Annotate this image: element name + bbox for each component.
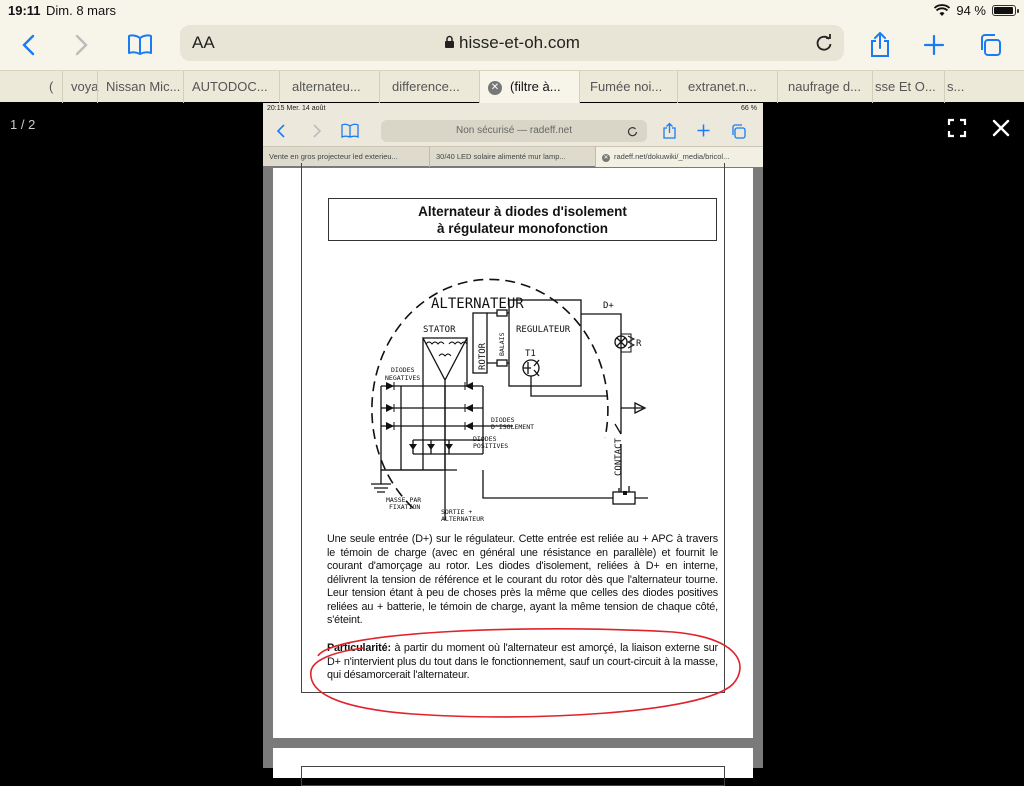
back-button[interactable] <box>10 28 46 62</box>
tab-item[interactable]: Nissan Mic... <box>97 71 183 103</box>
label-diodes-negatives-1: DIODES <box>391 366 415 374</box>
embedded-tabs-icon <box>731 124 746 139</box>
embedded-battery: 66 % <box>741 105 757 112</box>
forward-button[interactable] <box>64 28 100 62</box>
tab-active-label: (filtre à... <box>510 79 561 94</box>
red-annotation-ellipse <box>273 626 753 726</box>
document-title <box>328 198 717 241</box>
status-bar <box>0 0 1024 20</box>
tab-item[interactable]: ( <box>49 79 54 94</box>
label-masse-1: MASSE PAR <box>386 496 422 504</box>
label-masse-2: FIXATION <box>389 503 421 511</box>
tab-strip <box>0 70 1024 102</box>
tab-item[interactable]: Fumée noi... <box>579 71 677 103</box>
url-text: hisse-et-oh.com <box>459 33 580 52</box>
battery-percent: 94 % <box>956 3 986 18</box>
embedded-book-icon <box>341 124 359 138</box>
label-stator: STATOR <box>423 325 456 335</box>
label-sortie-2: ALTERNATEUR <box>441 515 485 523</box>
tab-item[interactable]: naufrage d... <box>777 71 872 103</box>
embedded-tab-active-label: radeff.net/dokuwiki/_media/bricol... <box>614 152 730 161</box>
embedded-tab: Vente en gros projecteur led exterieu... <box>269 152 398 161</box>
tab-item[interactable]: difference... <box>379 71 479 103</box>
embedded-back-icon <box>277 124 285 138</box>
label-r: R <box>636 339 642 349</box>
close-icon <box>988 115 1014 141</box>
reload-icon[interactable] <box>814 33 834 53</box>
embedded-url: Non sécurisé — radeff.net <box>381 120 647 142</box>
status-date: Dim. 8 mars <box>46 3 117 18</box>
alternator-outline <box>372 279 608 508</box>
particularite-text: à partir du moment où l'alternateur est amorçé, la liaison externe sur D+ n'intervient plus du tout dans le fonctionnement, sauf un court-circuit à la masse, qui désamorcerait l'alternateur. <box>327 642 718 681</box>
title-line-1: Alternateur à diodes d'isolement <box>418 204 627 219</box>
label-balais: BALAIS <box>498 332 506 356</box>
embedded-date-text: Mer. 14 août <box>286 105 326 112</box>
close-viewer-button[interactable] <box>988 115 1014 141</box>
embedded-plus-icon <box>697 124 710 137</box>
embedded-time-text: 20:15 <box>267 105 285 112</box>
address-bar[interactable] <box>180 25 844 61</box>
bookmarks-button[interactable] <box>122 28 158 62</box>
browser-toolbar <box>0 20 1024 70</box>
book-icon <box>127 34 153 56</box>
status-right <box>934 3 1016 18</box>
tab-item[interactable]: AUTODOC... <box>183 71 279 103</box>
tab-item[interactable]: voya <box>62 71 97 103</box>
label-rotor: ROTOR <box>478 342 488 370</box>
url-display[interactable] <box>180 33 844 53</box>
label-diodes-positives-2: POSITIVES <box>473 442 509 450</box>
label-diodes-negatives-2: NEGATIVES <box>385 374 421 382</box>
page-counter: 1 / 2 <box>10 117 36 132</box>
tab-item[interactable]: extranet.n... <box>677 71 777 103</box>
label-contact: CONTACT <box>614 438 624 476</box>
tab-active[interactable] <box>479 71 579 103</box>
tab-item[interactable]: s... <box>944 71 1024 103</box>
screenshot-image <box>263 103 763 768</box>
close-tab-icon[interactable]: ✕ <box>488 81 502 95</box>
fullscreen-icon <box>944 115 970 141</box>
share-button[interactable] <box>862 28 898 62</box>
description-paragraph: Une seule entrée (D+) sur le régulateur. Cette entrée est reliée au + APC à travers le témoin de charge (avec en général une résistance en parallèle) et fournit le courant d'amorçage au rotor. Les diodes d'isolement, reliées à D+ en interne, délivrent la tension de référence et le courant du rotor dès que l'alternateur tourne. Leur tension étant à peu de choses près la même que celles des diodes positives reliées au + batterie, le témoin de charge, ayant la même tension de chaque côté, s'éteint. <box>327 533 718 626</box>
embedded-status-bar <box>263 103 763 116</box>
new-tab-button[interactable] <box>916 28 952 62</box>
alternator-wiring-diagram <box>273 248 753 523</box>
plus-icon <box>924 35 944 55</box>
embedded-close-tab-icon: ✕ <box>603 155 609 161</box>
label-diodes-isolement-1: DIODES <box>491 416 515 424</box>
fullscreen-button[interactable] <box>944 115 970 141</box>
label-regulateur: REGULATEUR <box>516 325 571 335</box>
image-viewer <box>0 103 1024 768</box>
label-diodes-isolement-2: D'ISOLEMENT <box>491 423 535 431</box>
embedded-tab: 30/40 LED solaire alimenté mur lamp... <box>429 147 595 167</box>
wifi-icon <box>934 5 950 17</box>
document-page <box>273 168 753 738</box>
tab-item[interactable]: alternateu... <box>279 71 379 103</box>
label-sortie-1: SORTIE + <box>441 508 473 516</box>
label-t1: T1 <box>525 349 536 359</box>
chevron-left-icon <box>21 34 35 56</box>
status-time: 19:11 <box>8 3 41 18</box>
title-line-2: à régulateur monofonction <box>436 221 608 236</box>
label-diodes-positives-1: DIODES <box>473 435 497 443</box>
text-size-button[interactable]: AA <box>192 33 215 52</box>
share-icon <box>869 32 891 58</box>
battery-fill <box>994 7 1013 14</box>
embedded-toolbar <box>263 116 763 146</box>
tabs-icon <box>978 33 1002 57</box>
tabs-overview-button[interactable] <box>972 28 1008 62</box>
embedded-reload-icon <box>627 126 638 137</box>
label-d-plus: D+ <box>603 301 614 311</box>
chevron-right-icon <box>75 34 89 56</box>
embedded-share-icon <box>663 123 676 139</box>
embedded-time <box>267 105 325 112</box>
next-page-frame <box>301 766 725 786</box>
embedded-forward-icon <box>313 124 321 138</box>
particularite-label: Particularité: <box>327 642 391 654</box>
next-document-page <box>273 748 753 778</box>
label-alternateur: ALTERNATEUR <box>431 296 524 312</box>
battery-icon <box>992 5 1016 16</box>
tab-item[interactable]: sse Et O... <box>872 71 944 103</box>
lock-icon <box>444 35 455 49</box>
